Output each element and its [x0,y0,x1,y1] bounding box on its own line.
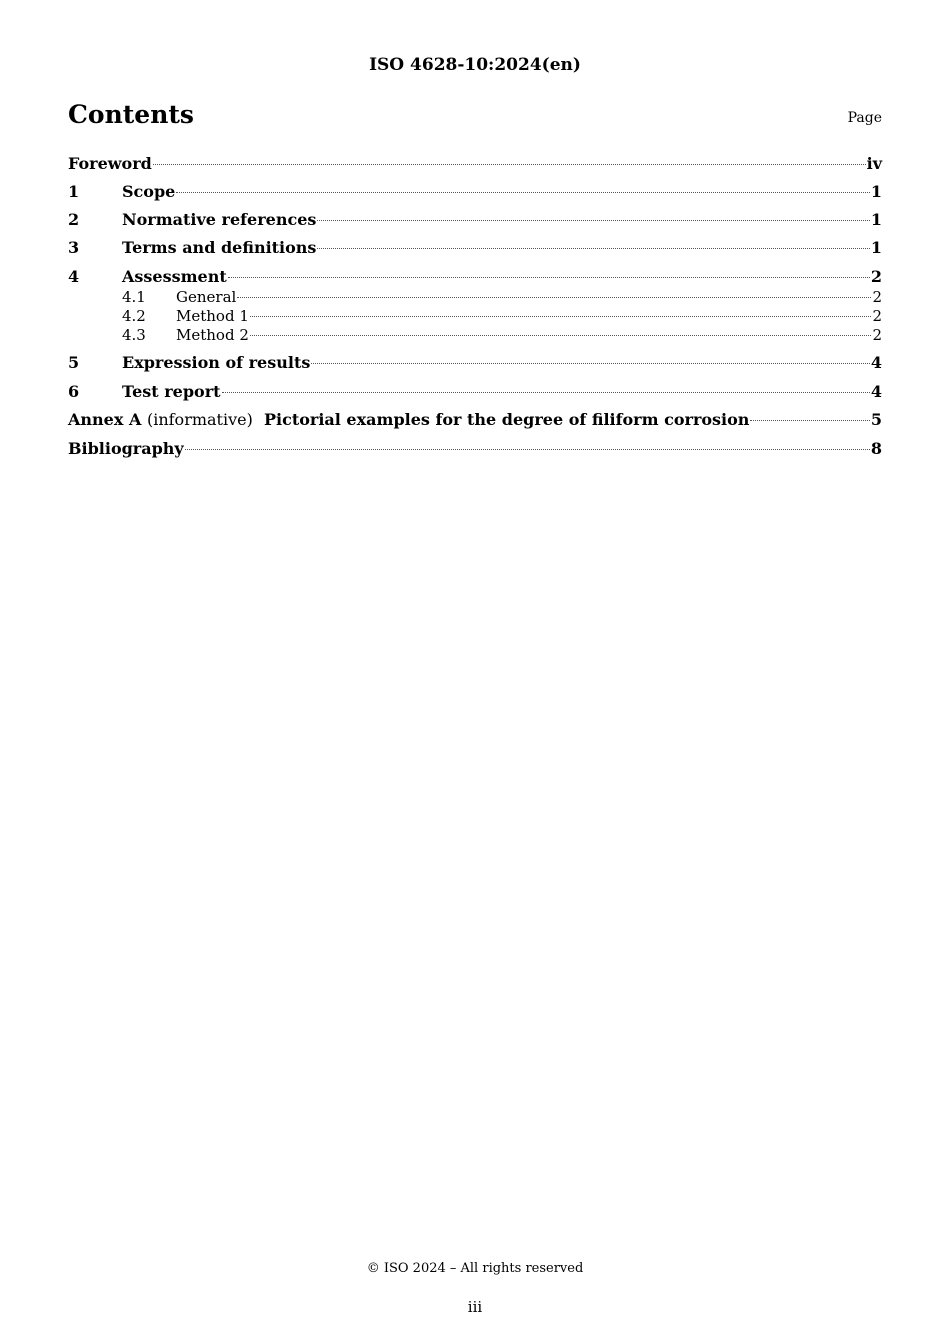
toc-entry-number: 6 [68,382,80,401]
toc-entry-annex-a[interactable] [68,410,882,429]
toc-entry-number: 4 [68,267,80,286]
toc-entry-number: 3 [68,238,80,257]
toc-entry-label: Scope [122,182,176,201]
toc-entry-method-2[interactable] [68,326,882,344]
toc-entry-page: 1 [870,238,882,257]
dot-leader [222,392,870,393]
dot-leader [317,220,869,221]
toc-entry-number: 5 [68,353,80,372]
page-number: iii [467,1298,483,1316]
toc-entry-number: 4.3 [122,326,146,344]
annex-title: Pictorial examples for the degree of filiform corrosion [263,410,750,429]
toc-entry-label: Test report [122,382,221,401]
toc-entry-page: 8 [870,439,882,458]
toc-entry-number: 4.1 [122,288,146,306]
toc-entry-page: 2 [872,288,882,306]
toc-entry-label: Terms and definitions [122,238,317,257]
dot-leader [250,335,872,336]
toc-entry-page: 5 [870,410,882,429]
toc-entry-page: 4 [870,353,882,372]
dot-leader [250,316,872,317]
toc-entry-assessment[interactable] [68,267,882,286]
dot-leader [237,297,871,298]
toc-entry-number: 4.2 [122,307,146,325]
toc-entry-page: 2 [870,267,882,286]
dot-leader [176,192,870,193]
toc-entry-label: Method 2 [176,326,249,344]
toc-entry-number: 1 [68,182,80,201]
annex-designation: Annex A [68,410,142,429]
toc-entry-label: Bibliography [68,439,184,458]
dot-leader [228,277,870,278]
toc-entry-label: Foreword [68,154,152,173]
toc-entry-page: 1 [870,182,882,201]
page-column-label: Page [847,110,882,126]
dot-leader [750,420,869,421]
copyright-notice: © ISO 2024 – All rights reserved [366,1261,584,1276]
toc-entry-bibliography[interactable] [68,439,882,458]
toc-entry-scope[interactable] [68,182,882,201]
toc-entry-page: iv [866,154,882,173]
toc-entry-page: 2 [872,326,882,344]
toc-entry-expression-of-results[interactable] [68,353,882,372]
toc-entry-page: 1 [870,210,882,229]
toc-entry-label: Method 1 [176,307,249,325]
contents-title: Contents [68,100,195,129]
toc-entry-label: Expression of results [122,353,311,372]
toc-entry-page: 2 [872,307,882,325]
toc-entry-normative-references[interactable] [68,210,882,229]
toc-entry-page: 4 [870,382,882,401]
toc-entry-method-1[interactable] [68,307,882,325]
toc-entry-test-report[interactable] [68,382,882,401]
document-id: ISO 4628-10:2024(en) [369,55,581,75]
toc-entry-label: Normative references [122,210,317,229]
dot-leader [317,248,869,249]
toc-entry-foreword[interactable] [68,154,882,173]
dot-leader [311,363,870,364]
toc-entry-label: General [176,288,237,306]
dot-leader [153,164,866,165]
dot-leader [185,449,870,450]
toc-entry-number: 2 [68,210,80,229]
toc-entry-general[interactable] [68,288,882,306]
toc-entry-label: Assessment [122,267,227,286]
annex-status: (informative) [146,410,253,429]
toc-entry-label [68,410,749,429]
toc-entry-terms-and-definitions[interactable] [68,238,882,257]
